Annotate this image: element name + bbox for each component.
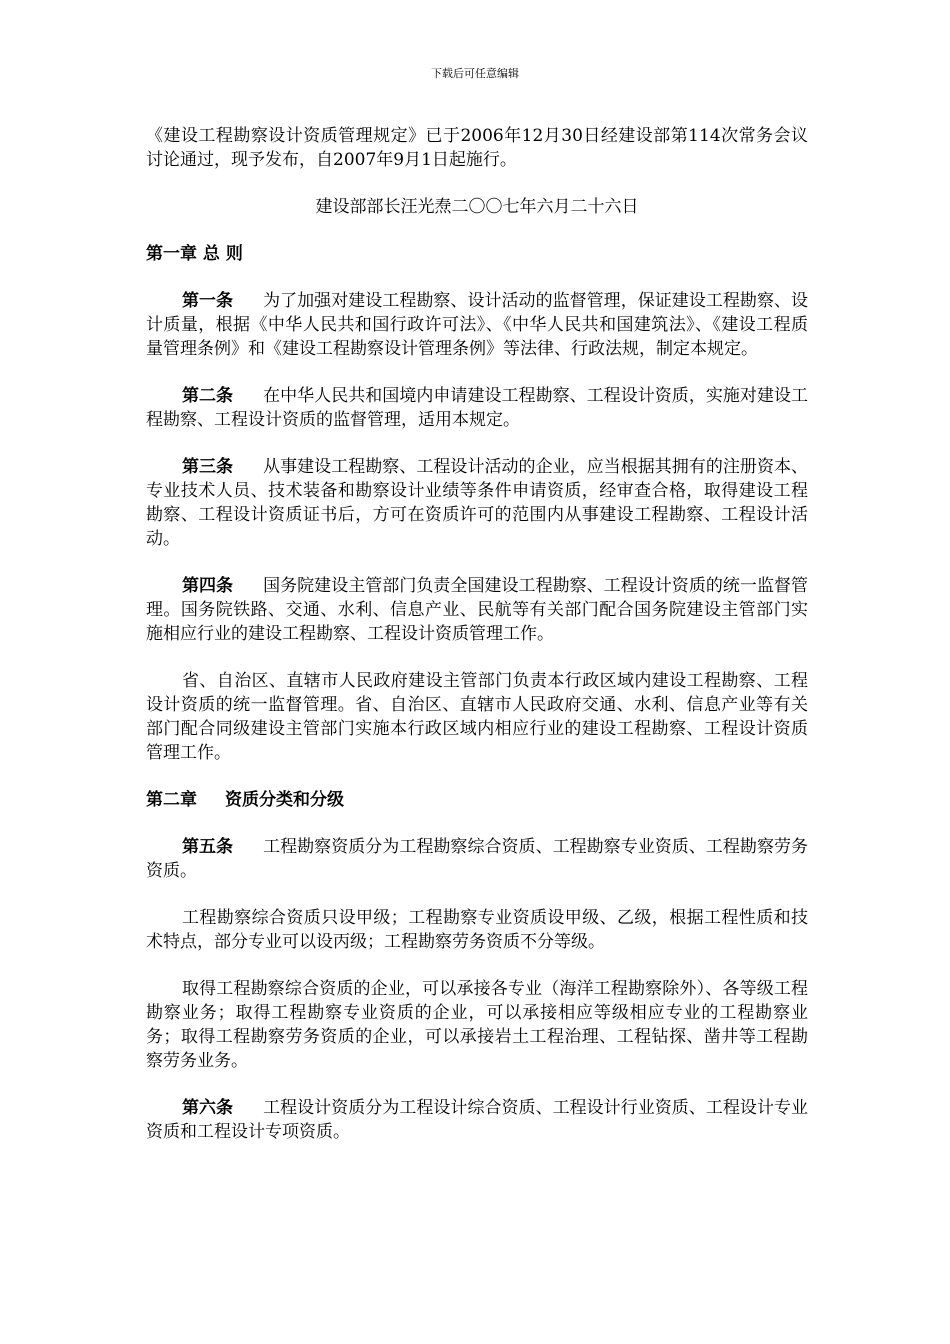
article-4 (146, 574, 808, 646)
article-5-label: 第五条 (182, 837, 234, 857)
article-3 (146, 455, 808, 551)
article-5-paragraph-3: 取得工程勘察综合资质的企业，可以承接各专业（海洋工程勘察除外）、各等级工程勘察业务；取得工程勘察专业资质的企业，可以承接相应等级相应专业的工程勘察业务；取得工程勘察劳务资质的企业，可以承接岩土工程治理、工程钻探、凿井等工程勘察劳务业务。 (146, 979, 808, 1071)
article-5-text: 工程勘察资质分为工程勘察综合资质、工程勘察专业资质、工程勘察劳务资质。 (146, 837, 809, 881)
article-5 (146, 835, 808, 883)
article-6-text: 工程设计资质分为工程设计综合资质、工程设计行业资质、工程设计专业资质和工程设计专项资质。 (146, 1098, 809, 1142)
chapter-1-title: 第一章 总 则 (146, 244, 243, 264)
article-2 (146, 384, 808, 432)
article-6 (146, 1096, 808, 1144)
article-2-label: 第二条 (182, 386, 234, 406)
article-2-text: 在中华人民共和国境内申请建设工程勘察、工程设计资质，实施对建设工程勘察、工程设计资质的监督管理，适用本规定。 (146, 386, 809, 430)
article-4-paragraph-2: 省、自治区、直辖市人民政府建设主管部门负责本行政区域内建设工程勘察、工程设计资质的统一监督管理。省、自治区、直辖市人民政府交通、水利、信息产业等有关部门配合同级建设主管部门实施本行政区域内相应行业的建设工程勘察、工程设计资质管理工作。 (146, 671, 808, 763)
document-body (146, 124, 808, 1144)
article-3-label: 第三条 (182, 457, 234, 477)
intro-notice: 《建设工程勘察设计资质管理规定》已于2006年12月30日经建设部第114次常务会议讨论通过，现予发布，自2007年9月1日起施行。 (146, 126, 808, 170)
article-1-text: 为了加强对建设工程勘察、设计活动的监督管理，保证建设工程勘察、设计质量，根据《中华人民共和国行政许可法》、《中华人民共和国建筑法》、《建设工程质量管理条例》和《建设工程勘察设计管理条例》等法律、行政法规，制定本规定。 (146, 291, 809, 359)
article-1 (146, 289, 808, 361)
intro-signature: 建设部部长汪光焘二〇〇七年六月二十六日 (315, 197, 639, 217)
article-1-label: 第一条 (182, 291, 234, 311)
chapter-2-name: 资质分类和分级 (225, 790, 344, 810)
chapter-2-title (146, 788, 808, 812)
article-4-label: 第四条 (182, 576, 234, 596)
article-5-paragraph-2: 工程勘察综合资质只设甲级；工程勘察专业资质设甲级、乙级，根据工程性质和技术特点，部分专业可以设丙级；工程勘察劳务资质不分等级。 (146, 908, 808, 952)
article-4-text: 国务院建设主管部门负责全国建设工程勘察、工程设计资质的统一监督管理。国务院铁路、交通、水利、信息产业、民航等有关部门配合国务院建设主管部门实施相应行业的建设工程勘察、工程设计资质管理工作。 (146, 576, 809, 644)
page-header: 下载后可任意编辑 (431, 67, 519, 80)
article-6-label: 第六条 (182, 1098, 234, 1118)
chapter-2-label: 第二章 (146, 790, 197, 810)
article-3-text: 从事建设工程勘察、工程设计活动的企业，应当根据其拥有的注册资本、专业技术人员、技术装备和勘察设计业绩等条件申请资质，经审查合格，取得建设工程勘察、工程设计资质证书后，方可在资质许可的范围内从事建设工程勘察、工程设计活动。 (146, 457, 809, 549)
